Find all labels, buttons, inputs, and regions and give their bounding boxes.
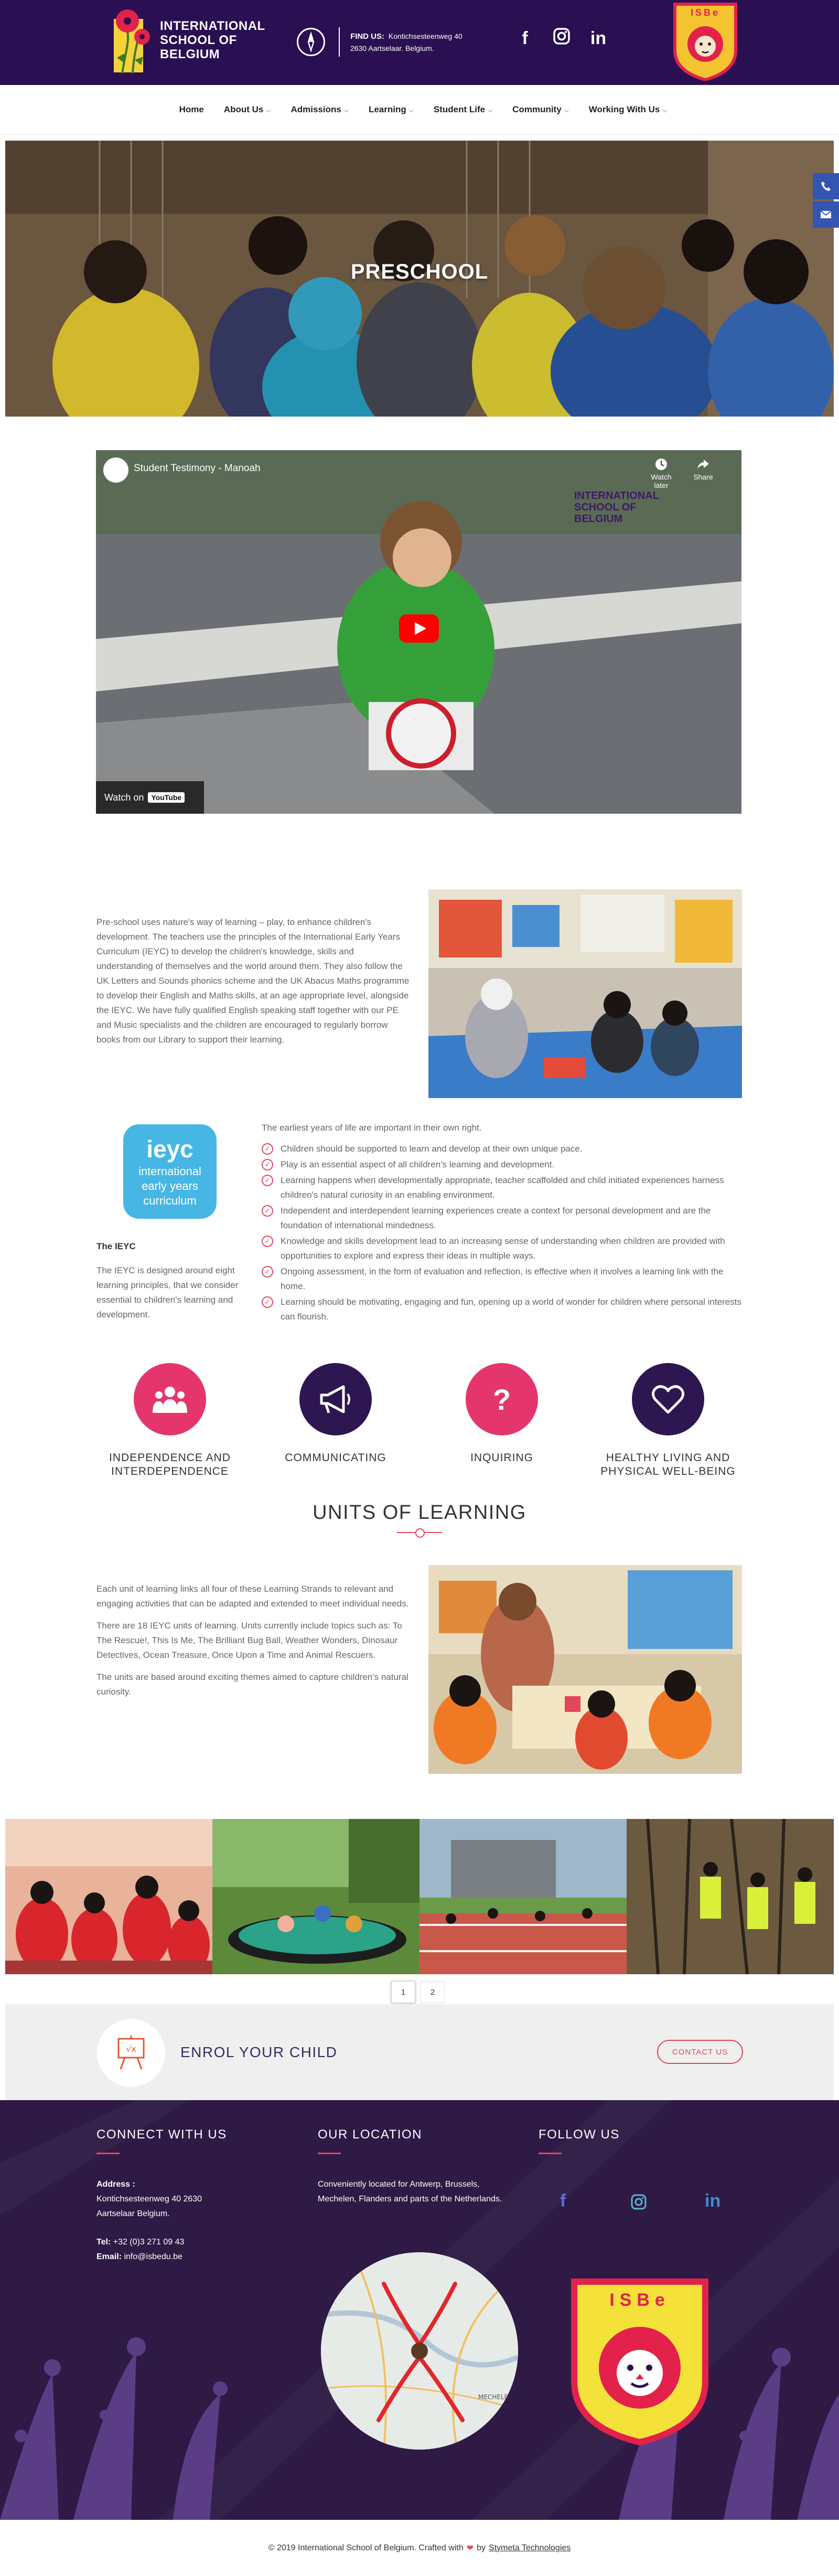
footer-heading: OUR LOCATION [318,2127,422,2142]
video-school-logo: INTERNATIONAL SCHOOL OF BELGIUM [574,490,659,525]
phone-button[interactable] [813,173,839,199]
heart-icon [632,1363,704,1435]
list-item: ✓ Learning should be motivating, engaging and fun, opening up a world of wonder for children where personal interests can flourish. [262,1295,744,1324]
check-circle-icon: ✓ [262,1143,273,1155]
linkedin-icon[interactable]: in [590,28,607,48]
check-circle-icon: ✓ [262,1236,273,1247]
list-item: ✓ Independent and interdependent learning experiences create a context for personal development and are the foundation of international mindedness. [262,1204,744,1233]
instagram-icon[interactable] [551,27,573,50]
address-label: Address : [96,2180,135,2189]
page-button[interactable]: 1 [391,1981,415,2003]
nav-item-community[interactable]: Community ⌵ [512,104,569,114]
ieyc-description: The IEYC is designed around eight learning principles, that we consider essential to children's learning and development. [96,1265,239,1319]
instagram-icon[interactable] [630,2194,647,2215]
find-us-address-line-2: 2630 Aartselaar. Belgium. [350,44,434,52]
nav-item-learning[interactable]: Learning ⌵ [368,104,414,114]
nav-item-admissions[interactable]: Admissions ⌵ [291,104,349,114]
units-text [96,1582,411,1707]
strand-title: COMMUNICATING [285,1452,386,1464]
video-title[interactable]: Student Testimony - Manoah [134,463,261,474]
nav-item-student-life[interactable]: Student Life ⌵ [433,104,493,114]
email-label: Email: [96,2252,122,2261]
classroom-photo [428,889,742,1098]
linkedin-icon[interactable]: in [705,2191,721,2211]
phone-link[interactable]: +32 (0)3 271 09 43 [113,2238,185,2247]
strand-inquiring [423,1363,580,1465]
email-button[interactable] [813,201,839,228]
chevron-down-icon: ⌵ [662,107,668,114]
share-label: Share [693,473,713,481]
check-circle-icon: ✓ [262,1296,273,1308]
page-title: PRESCHOOL [350,260,489,283]
compass-icon [297,28,325,56]
gallery-image[interactable] [627,1819,834,1974]
units-paragraph: The units are based around exciting themes aimed to capture children's natural curiosity. [96,1672,408,1697]
isbe-crest-logo [571,2279,708,2445]
list-item: ✓ Knowledge and skills development lead to an increasing sense of understanding when children are provided with opportunities to explore and express their ideas in multiple ways. [262,1234,744,1263]
crest-text: ISBe [609,2290,670,2310]
top-header [0,0,839,85]
crest-text: ISBe [690,7,720,18]
strand-title: HEALTHY LIVING AND [606,1452,730,1464]
list-item: ✓ Ongoing assessment, in the form of evaluation and reflection, is effective when it involves a learning link with the home. [262,1264,744,1294]
ieyc-logo-line: international [138,1165,201,1178]
question-icon: ? [466,1363,538,1435]
activity-photo [428,1565,742,1774]
chevron-down-icon: ⌵ [408,107,414,114]
heading-underline [96,2153,120,2154]
easel-text: √x [126,2044,136,2054]
footer-connect [96,2127,238,2264]
nav-item-home[interactable]: Home [179,104,204,114]
share-icon [696,457,710,471]
facebook-icon[interactable]: f [560,2191,566,2211]
strand-communicating [257,1363,414,1465]
list-item: ✓ Play is an essential aspect of all children's learning and development. [262,1157,744,1172]
divider [339,27,340,57]
list-item: ✓ Learning happens when developmentally appropriate, teacher scaffolded and child initiated experiences harness children's natural curiosity in an enabling environment. [262,1173,744,1202]
school-logo[interactable] [112,5,265,74]
developer-link[interactable]: Stymeta Technologies [489,2543,571,2552]
heading-divider [397,1532,442,1533]
people-icon [134,1363,206,1435]
watch-later-label: Watch later [651,473,672,489]
chevron-down-icon: ⌵ [266,107,271,114]
strand-independence [91,1363,249,1478]
youtube-logo: YouTube [148,792,185,803]
check-circle-icon: ✓ [262,1159,273,1170]
easel-icon [97,2019,165,2087]
check-circle-icon: ✓ [262,1266,273,1278]
copyright-text: © 2019 International School of Belgium. Crafted with [268,2543,464,2552]
facebook-icon[interactable]: f [522,28,528,48]
clock-icon [654,457,668,471]
ieyc-logo [123,1124,217,1219]
share-button[interactable] [685,457,722,481]
hero-banner [5,141,834,417]
photo-gallery [5,1819,834,1974]
tel-label: Tel: [96,2238,111,2247]
poppy-logo-mark [112,5,153,74]
nav-item-about-us[interactable]: About Us ⌵ [223,104,271,114]
principles-list [262,1142,744,1325]
page-button[interactable]: 2 [421,1981,445,2003]
strand-title: INQUIRING [470,1452,533,1464]
header-social-links [514,27,609,50]
isbe-crest-logo[interactable] [673,2,738,81]
units-paragraph: There are 18 IEYC units of learning. Units currently include topics such as: To The Rescue!, This Is Me, The Brilliant Bug Ball, Weather Wonders, Dinosaur Detectives, Ocean Treasure, Once Upon a Time and Animal Rescuers. [96,1621,402,1660]
list-item: ✓ Children should be supported to learn and develop at their own unique pace. [262,1142,744,1156]
footer-heading: FOLLOW US [539,2127,620,2142]
footer-location [318,2127,512,2207]
ieyc-logo-line: curriculum [143,1194,197,1207]
principles-intro: The earliest years of life are important in their own right. [262,1123,482,1133]
footer-heading: CONNECT WITH US [96,2127,227,2142]
find-us-label: FIND US: [350,31,384,41]
gallery-image[interactable] [5,1819,212,1974]
location-text: Conveniently located for Antwerp, Brussels, Mechelen, Flanders and parts of the Netherlands. [318,2180,502,2204]
watch-on-youtube-button[interactable] [96,781,204,814]
phone-icon [820,180,832,192]
enrol-title: ENROL YOUR CHILD [180,2044,338,2060]
map-label: MECHELEN [478,2393,513,2401]
chevron-down-icon: ⌵ [488,107,493,114]
strand-title: INDEPENDENCE AND [109,1452,231,1464]
gallery-image[interactable] [212,1819,420,1974]
logo-text: INTERNATIONAL SCHOOL OF BELGIUM [160,18,265,61]
email-link[interactable]: info@isbedu.be [124,2252,182,2261]
units-paragraph: Each unit of learning links all four of these Learning Strands to relevant and engaging activities that can be adapted and extended to meet individual needs. [96,1584,409,1609]
strand-title: PHYSICAL WELL-BEING [600,1465,736,1477]
gallery-pagination [391,1981,445,2003]
contact-us-button[interactable]: CONTACT US [657,2040,743,2064]
strand-healthy-living [589,1363,747,1478]
ieyc-logo-big: ieyc [146,1135,193,1163]
intro-paragraph: Pre-school uses nature's way of learning – play, to enhance children's development. The teachers use the principles of the International Early Years Curriculum (IEYC) to develop the children's knowledge, skills and understanding of themselves and the world around them. They also follow the UK Letters and Sounds phonics scheme and the UK Abacus Maths programme to develop their English and Maths skills, at an age appropriate level, alongside the IEYC. We have fully qualified English speaking staff together with our PE and Music specialists and the children are encouraged to regularly borrow books from our Library to support their learning. [96,917,410,1045]
find-us-address-line-1: Kontichsesteenweg 40 [388,31,462,40]
chevron-down-icon: ⌵ [343,107,349,114]
heading-underline [539,2153,562,2154]
find-us[interactable] [297,27,462,57]
heart-icon: ❤ [466,2543,474,2553]
play-icon [399,614,439,643]
nav-item-working-with-us[interactable]: Working With Us ⌵ [588,104,668,114]
ieyc-heading: The IEYC [96,1241,136,1251]
enrol-banner [5,2004,834,2100]
units-heading: UNITS OF LEARNING [313,1502,526,1524]
youtube-video-player[interactable] [96,450,741,814]
check-circle-icon: ✓ [262,1205,273,1217]
watch-on-label: Watch on [104,792,144,803]
play-button[interactable] [399,614,439,643]
strand-title: INTERDEPENDENCE [111,1465,229,1477]
watch-later-button[interactable] [643,457,680,489]
ieyc-logo-line: early years [142,1179,198,1193]
copyright-by: by [477,2543,486,2552]
chevron-down-icon: ⌵ [564,107,569,114]
heading-underline [318,2153,341,2154]
footer-follow [539,2127,620,2154]
copyright-bar [0,2520,839,2576]
location-map[interactable] [321,2252,518,2450]
channel-avatar[interactable] [103,457,128,483]
main-navigation [0,85,839,135]
gallery-image[interactable] [420,1819,627,1974]
envelope-icon [820,210,832,219]
megaphone-icon [299,1363,372,1435]
check-circle-icon: ✓ [262,1175,273,1186]
site-footer [0,2100,839,2520]
address-value: Kontichsesteenweg 40 2630 Aartselaar Belgium. [96,2195,202,2218]
